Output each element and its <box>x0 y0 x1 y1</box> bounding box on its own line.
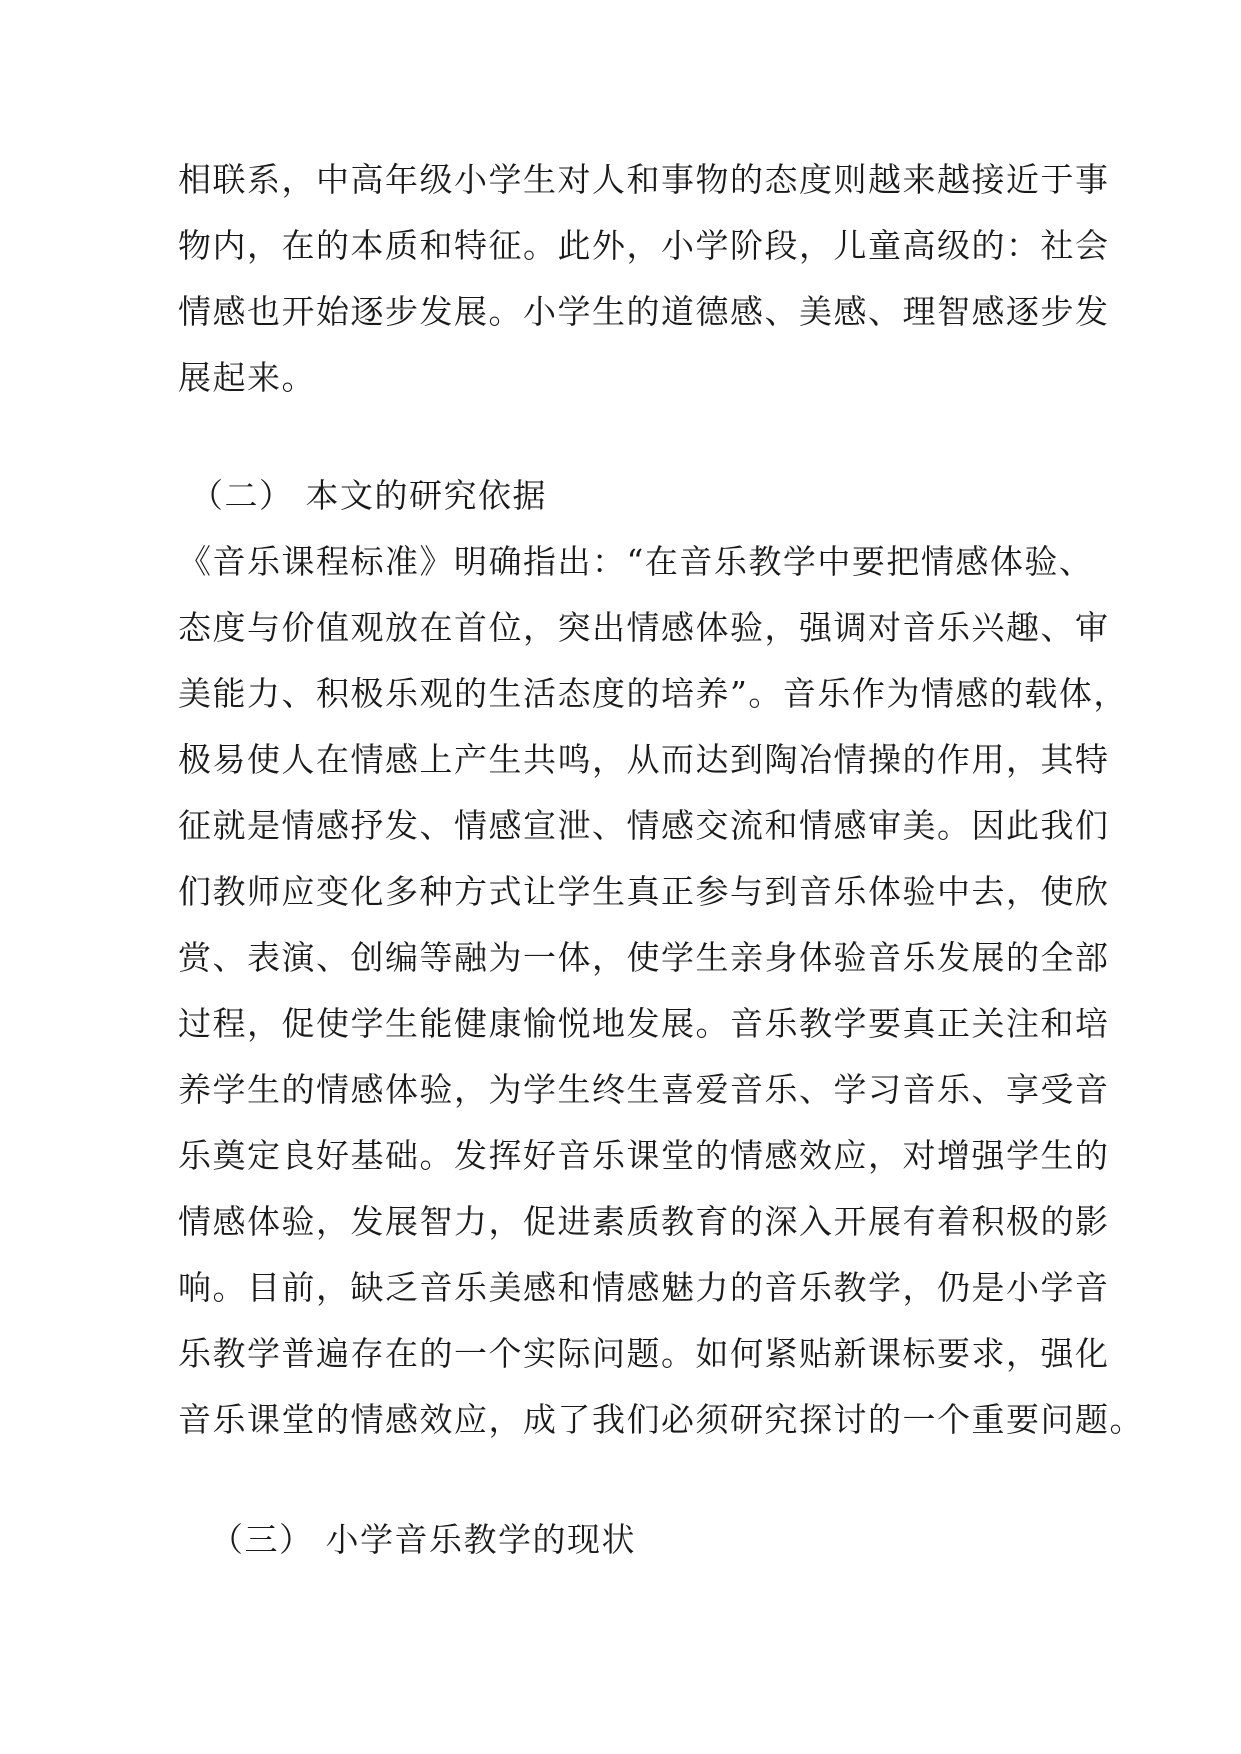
section-3-heading: （三） 小学音乐教学的现状 <box>210 1520 636 1559</box>
section-2-line: 音乐课堂的情感效应，成了我们必须研究探讨的一个重要问题。 <box>178 1400 1144 1439</box>
section-2-line: 赏、表演、创编等融为一体，使学生亲身体验音乐发展的全部 <box>178 938 1110 977</box>
section-2-line: 情感体验，发展智力，促进素质教育的深入开展有着积极的影 <box>178 1202 1110 1241</box>
section-2-line: 征就是情感抒发、情感宣泄、情感交流和情感审美。因此我们 <box>178 806 1110 845</box>
paragraph-1-line: 展起来。 <box>178 358 316 397</box>
section-2-line: 美能力、积极乐观的生活态度的培养”。音乐作为情感的载体， <box>178 674 1128 713</box>
section-2-line: 养学生的情感体验，为学生终生喜爱音乐、学习音乐、享受音 <box>178 1070 1110 1109</box>
section-2-line: 们教师应变化多种方式让学生真正参与到音乐体验中去，使欣 <box>178 872 1110 911</box>
section-2-line: 态度与价值观放在首位，突出情感体验，强调对音乐兴趣、审 <box>178 608 1110 647</box>
section-2-line: 极易使人在情感上产生共鸣，从而达到陶冶情操的作用，其特 <box>178 740 1110 779</box>
section-2-line: 过程，促使学生能健康愉悦地发展。音乐教学要真正关注和培 <box>178 1004 1110 1043</box>
section-2-line: 乐奠定良好基础。发挥好音乐课堂的情感效应，对增强学生的 <box>178 1136 1110 1175</box>
paragraph-1-line: 相联系，中高年级小学生对人和事物的态度则越来越接近于事 <box>178 160 1110 199</box>
section-2-line: 《音乐课程标准》明确指出：“在音乐教学中要把情感体验、 <box>178 542 1094 581</box>
section-2-heading: （二） 本文的研究依据 <box>190 476 547 515</box>
section-2-line: 响。目前，缺乏音乐美感和情感魅力的音乐教学，仍是小学音 <box>178 1268 1110 1307</box>
paragraph-1-line: 情感也开始逐步发展。小学生的道德感、美感、理智感逐步发 <box>178 292 1110 331</box>
section-2-line: 乐教学普遍存在的一个实际问题。如何紧贴新课标要求，强化 <box>178 1334 1110 1373</box>
paragraph-1-line: 物内，在的本质和特征。此外，小学阶段，儿童高级的：社会 <box>178 226 1110 265</box>
